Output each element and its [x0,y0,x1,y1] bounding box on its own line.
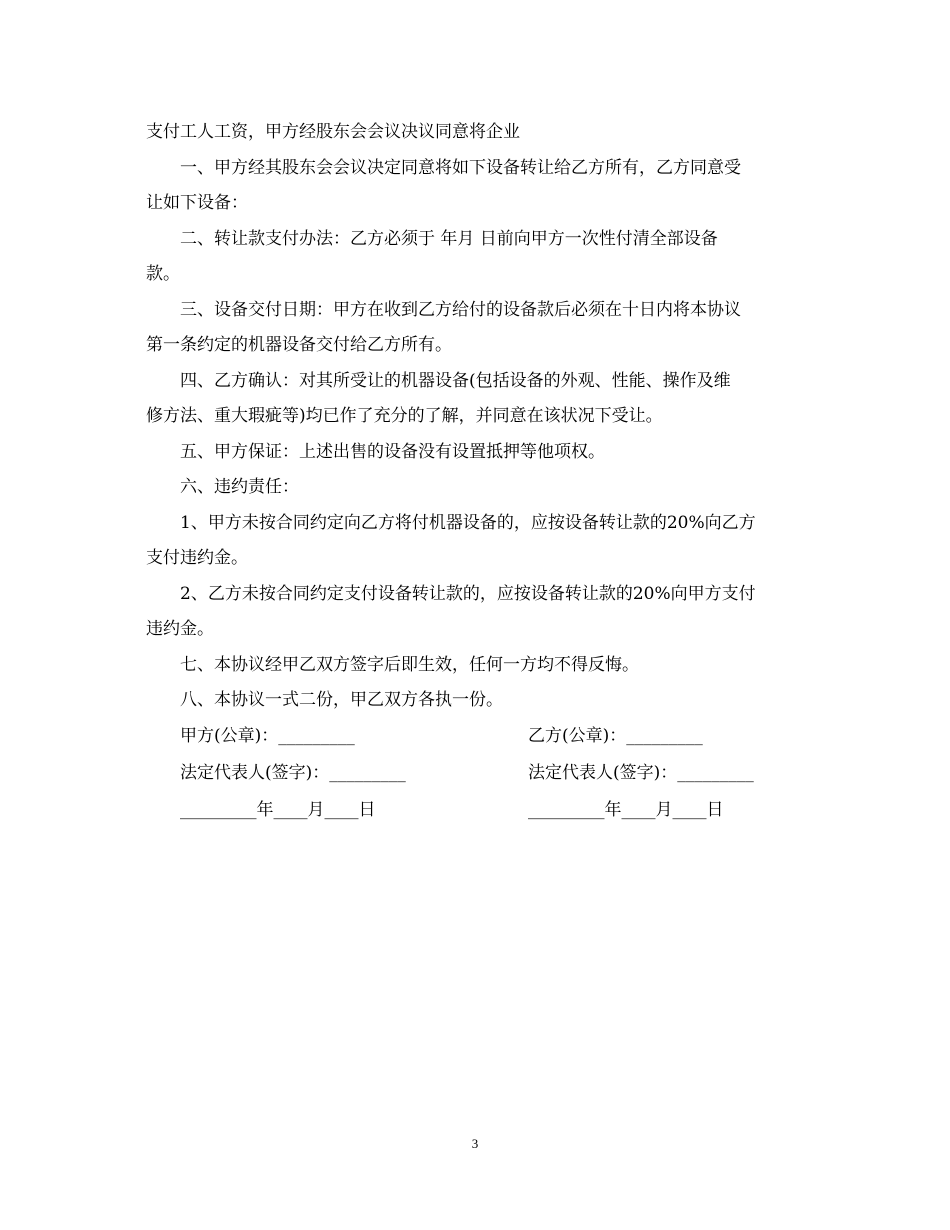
document-body [146,115,810,830]
clause-6-heading [146,470,810,506]
clause-6-item-2 [146,577,810,648]
paragraph-line: 五、甲方保证：上述出售的设备没有设置抵押等他项权。 [180,441,605,462]
party-a-seal: 甲方(公章)：_________ [180,725,355,746]
paragraph-line: 2、乙方未按合同约定支付设备转让款的，应按设备转让款的20%向甲方支付 [180,583,756,604]
party-b-date: _________年____月____日 [528,799,724,820]
paragraph-line: 七、本协议经甲乙双方签字后即生效，任何一方均不得反悔。 [180,654,639,675]
paragraph-line: 二、转让款支付办法：乙方必须于 年月 日前向甲方一次性付清全部设备 [180,228,718,249]
party-b-seal: 乙方(公章)：_________ [528,725,703,746]
clause-5 [146,435,810,471]
signature-date-row [146,793,810,830]
paragraph-line: 一、甲方经其股东会会议决定同意将如下设备转让给乙方所有，乙方同意受 [180,157,741,178]
paragraph-line: 六、违约责任： [180,477,299,497]
paragraph-line: 修方法、重大瑕疵等)均已作了充分的了解，并同意在该状况下受让。 [146,406,663,426]
clause-2 [146,222,810,293]
paragraph-continuation [146,115,810,151]
paragraph-line: 让如下设备： [146,193,248,213]
clause-7 [146,648,810,684]
paragraph-line: 八、本协议一式二份，甲乙双方各执一份。 [180,690,503,710]
clause-6-item-1 [146,506,810,577]
paragraph-line: 1、甲方未按合同约定向乙方将付机器设备的，应按设备转让款的20%向乙方 [180,512,756,533]
party-b-representative: 法定代表人(签字)：_________ [528,762,754,783]
party-a-representative: 法定代表人(签字)：_________ [180,762,406,783]
paragraph-line: 三、设备交付日期：甲方在收到乙方给付的设备款后必须在十日内将本协议 [180,299,741,320]
signature-seal-row [146,719,810,756]
clause-8 [146,683,810,719]
paragraph-line: 违约金。 [146,619,214,639]
paragraph-line: 款。 [146,264,180,284]
signature-representative-row [146,756,810,793]
clause-3 [146,293,810,364]
page-number: 3 [471,1136,479,1151]
paragraph-line: 四、乙方确认：对其所受让的机器设备(包括设备的外观、性能、操作及维 [180,370,731,391]
party-a-date: _________年____月____日 [180,799,376,820]
paragraph-line: 支付违约金。 [146,548,248,568]
clause-1 [146,151,810,222]
clause-4 [146,364,810,435]
paragraph-line: 支付工人工资，甲方经股东会会议决议同意将企业 [146,122,520,142]
paragraph-line: 第一条约定的机器设备交付给乙方所有。 [146,335,452,355]
